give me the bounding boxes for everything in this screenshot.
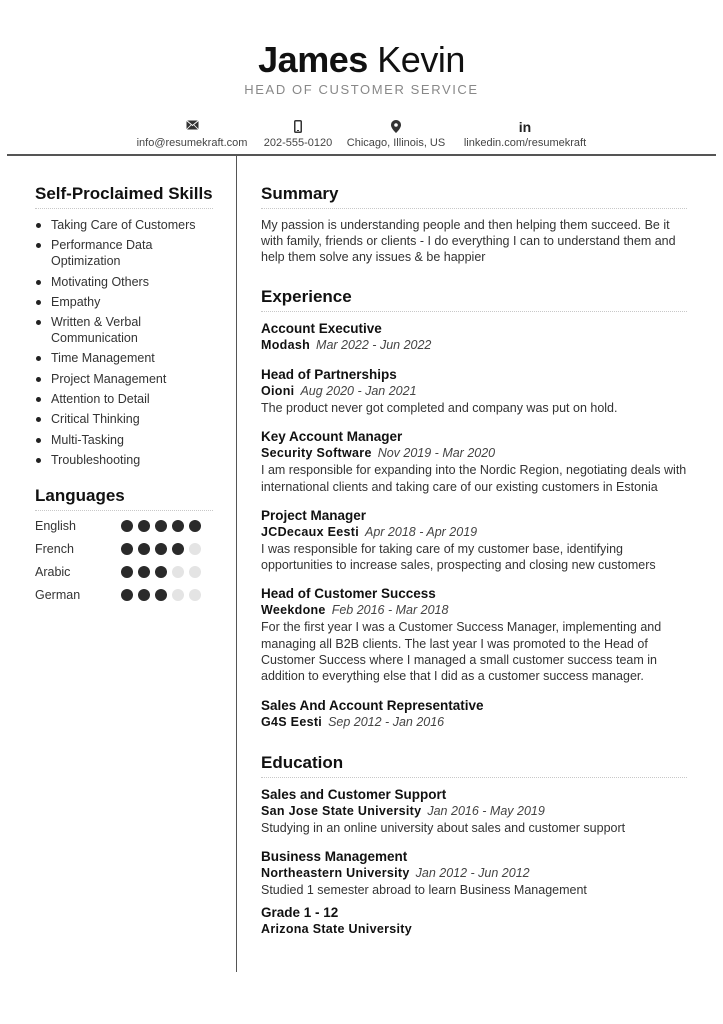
skill-item: Empathy (35, 294, 213, 310)
empty-dot-icon (189, 589, 201, 601)
filled-dot-icon (121, 589, 133, 601)
phone-text: 202-555-0120 (263, 137, 333, 149)
entry-school: Arizona State University (261, 922, 412, 937)
experience-entry (261, 585, 687, 684)
candidate-name (0, 38, 723, 82)
experience-entry (261, 428, 687, 495)
skill-item: Attention to Detail (35, 391, 213, 407)
contact-phone[interactable] (262, 120, 334, 149)
entry-dates: Mar 2022 - Jun 2022 (316, 338, 432, 352)
filled-dot-icon (172, 520, 184, 532)
column-divider (236, 156, 237, 972)
left-column (35, 184, 213, 607)
location-text: Chicago, Illinois, US (346, 137, 446, 149)
language-name: French (35, 542, 74, 557)
filled-dot-icon (155, 543, 167, 555)
filled-dot-icon (155, 566, 167, 578)
education-entry (261, 786, 687, 836)
entry-dates: Apr 2018 - Apr 2019 (365, 524, 478, 539)
job-title: HEAD OF CUSTOMER SERVICE (244, 82, 479, 97)
education-entry (261, 848, 687, 898)
entry-description: I was responsible for taking care of my customer base, identifying opportunities to increase sales, prospecting and closing new customers (261, 541, 656, 573)
empty-dot-icon (189, 543, 201, 555)
first-name: James (258, 39, 368, 80)
entry-company: Modash (261, 338, 311, 352)
empty-dot-icon (189, 566, 201, 578)
contact-linkedin[interactable] (456, 120, 594, 149)
entry-title: Business Management (261, 848, 408, 864)
summary-heading: Summary (261, 184, 687, 209)
entry-description: I am responsible for expanding into the Nordic Region, negotiating deals with international clients and taking care of our existing customers in Estonia (261, 463, 687, 494)
phone-icon (262, 120, 334, 134)
experience-entry (261, 507, 687, 574)
linkedin-text: linkedin.com/resumekraft (463, 137, 587, 149)
skill-item: Written & Verbal Communication (35, 314, 213, 346)
skill-item: Performance Data Optimization (35, 237, 213, 269)
header-divider (7, 154, 716, 156)
filled-dot-icon (155, 520, 167, 532)
language-row (35, 538, 213, 561)
skills-heading: Self-Proclaimed Skills (35, 184, 213, 209)
entry-dates: Nov 2019 - Mar 2020 (377, 446, 496, 461)
experience-entry (261, 320, 687, 354)
education-section (261, 753, 687, 939)
filled-dot-icon (155, 589, 167, 601)
filled-dot-icon (121, 520, 133, 532)
language-row (35, 584, 213, 607)
language-name: Arabic (35, 565, 71, 580)
skill-item: Multi-Tasking (35, 432, 213, 448)
filled-dot-icon (121, 543, 133, 555)
entry-dates: Sep 2012 - Jan 2016 (328, 714, 445, 729)
language-row (35, 561, 213, 584)
language-name: German (35, 588, 81, 603)
contact-email[interactable] (132, 120, 252, 149)
entry-description: The product never got completed and company was put on hold. (261, 401, 618, 415)
last-name: Kevin (377, 39, 465, 80)
envelope-icon (132, 120, 252, 134)
entry-title: Head of Customer Success (261, 586, 436, 602)
languages-list (35, 515, 213, 607)
filled-dot-icon (138, 566, 150, 578)
right-column (261, 184, 687, 938)
entry-title: Sales And Account Representative (261, 697, 484, 713)
entry-title: Key Account Manager (261, 429, 403, 445)
entry-description: For the first year I was a Customer Success Manager, implementing and managing all B2B clients. The last year I was promoted to the Head of Customer Success where I managed a small customer success team in addition to everything else that I did as a customer success manager. (261, 620, 662, 684)
linkedin-icon: in (518, 119, 532, 135)
entry-company: G4S Eesti (261, 714, 323, 729)
skill-item: Motivating Others (35, 274, 213, 290)
filled-dot-icon (172, 543, 184, 555)
entry-dates: Jan 2016 - May 2019 (427, 803, 545, 818)
empty-dot-icon (172, 566, 184, 578)
proficiency-dots (121, 520, 201, 532)
entry-school: San Jose State University (261, 803, 422, 818)
skill-item: Project Management (35, 371, 213, 387)
filled-dot-icon (138, 520, 150, 532)
entry-company: Security Software (261, 446, 372, 461)
entry-title: Grade 1 - 12 (261, 905, 339, 921)
skills-list (35, 217, 213, 468)
empty-dot-icon (172, 589, 184, 601)
entry-company: Weekdone (261, 603, 326, 618)
entry-company: JCDecaux Eesti (261, 524, 359, 539)
entry-company: Oioni (261, 384, 295, 398)
skill-item: Troubleshooting (35, 452, 213, 468)
summary-text: My passion is understanding people and then helping them succeed. Be it with family, friends or clients - I do everything I can to understand them and help them solve any issues & be happier (261, 218, 676, 264)
skill-item: Critical Thinking (35, 411, 213, 427)
language-row (35, 515, 213, 538)
entry-title: Sales and Customer Support (261, 786, 447, 802)
entry-title: Head of Partnerships (261, 367, 397, 382)
entry-school: Northeastern University (261, 865, 410, 880)
experience-entry (261, 697, 687, 731)
entry-dates: Jan 2012 - Jun 2012 (415, 865, 530, 880)
entry-title: Project Manager (261, 507, 367, 523)
skill-item: Time Management (35, 350, 213, 366)
filled-dot-icon (138, 543, 150, 555)
entry-dates: Feb 2016 - Mar 2018 (331, 603, 449, 618)
entry-title: Account Executive (261, 321, 382, 336)
entry-description: Studied 1 semester abroad to learn Business Management (261, 882, 587, 897)
skill-item: Taking Care of Customers (35, 217, 213, 233)
languages-heading: Languages (35, 486, 213, 511)
proficiency-dots (121, 566, 201, 578)
experience-section (261, 287, 687, 731)
language-name: English (35, 519, 76, 534)
skills-section (35, 184, 213, 468)
entry-dates: Aug 2020 - Jan 2021 (300, 384, 417, 398)
entry-description: Studying in an online university about sales and customer support (261, 820, 626, 835)
email-text: info@resumekraft.com (136, 137, 248, 149)
education-heading: Education (261, 753, 687, 778)
experience-entry (261, 366, 687, 416)
proficiency-dots (121, 589, 201, 601)
summary-section (261, 184, 687, 265)
filled-dot-icon (138, 589, 150, 601)
filled-dot-icon (121, 566, 133, 578)
languages-section (35, 486, 213, 607)
location-pin-icon (345, 120, 447, 134)
education-entry (261, 904, 687, 938)
contact-location[interactable] (345, 120, 447, 149)
proficiency-dots (121, 543, 201, 555)
filled-dot-icon (189, 520, 201, 532)
experience-heading: Experience (261, 287, 687, 312)
